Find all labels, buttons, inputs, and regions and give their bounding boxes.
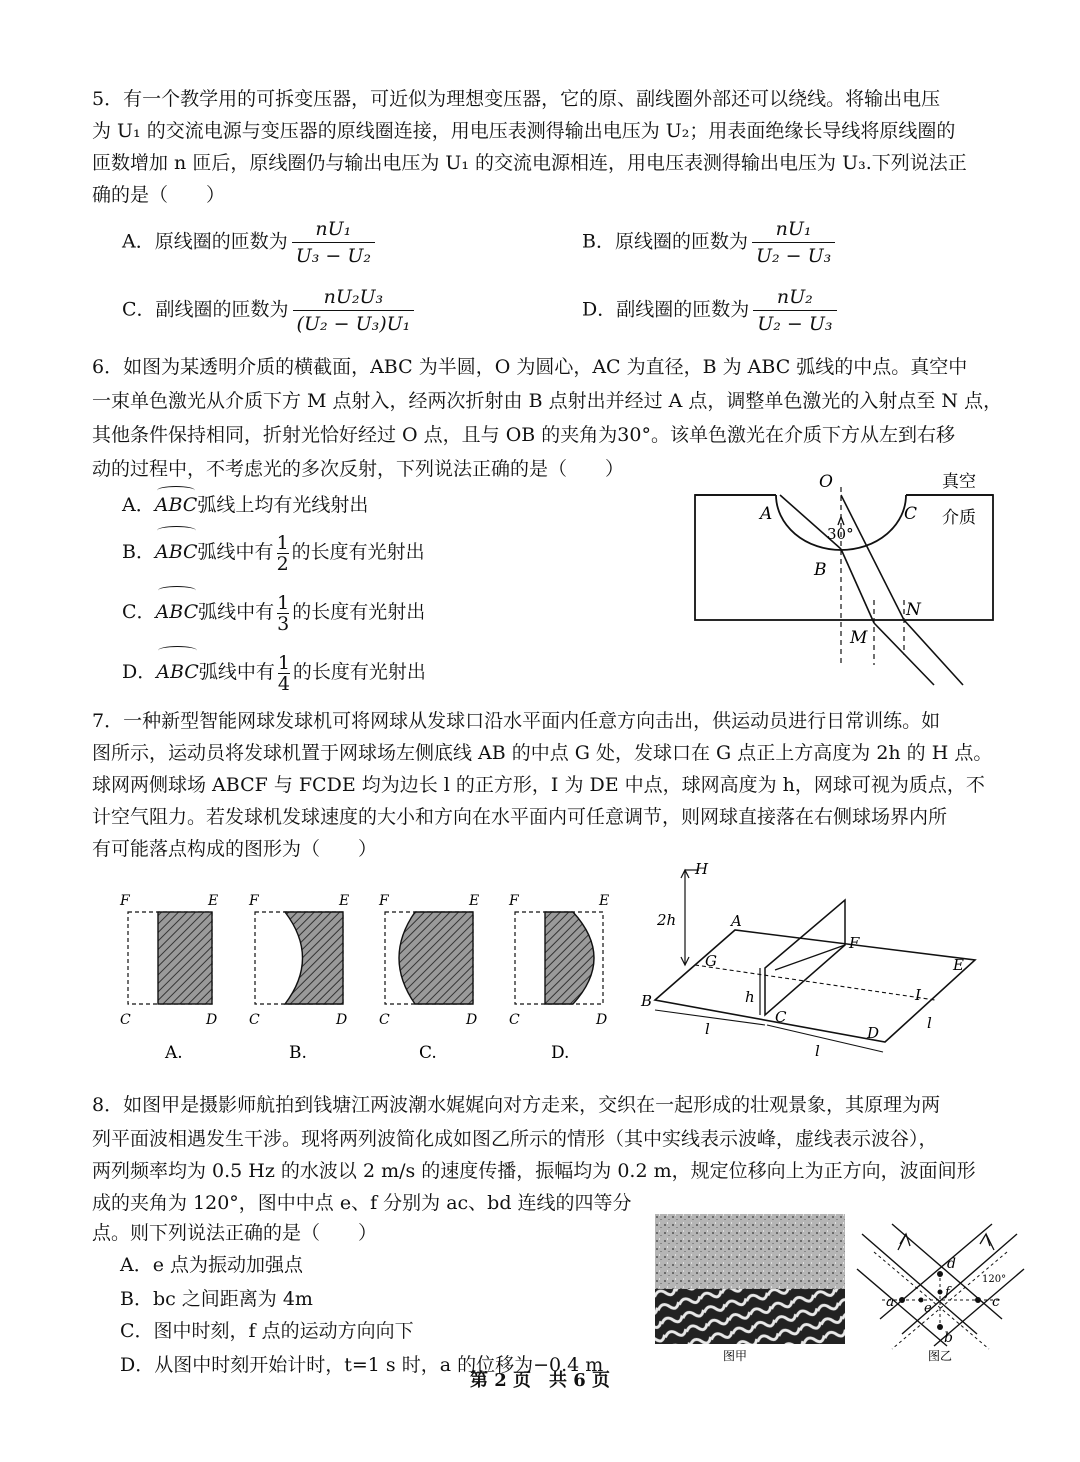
q7-label-2h: 2h [657,911,677,929]
q7-label-f: F [849,934,860,952]
q5-option-a-den: U₃ − U₂ [295,245,371,267]
q5-option-d-fraction [753,284,836,337]
q5-option-d-num: nU₂ [753,284,836,311]
q7-label-i: I [915,986,921,1004]
q7-d-c: C [509,1012,520,1028]
q7-b-d: D [336,1012,348,1028]
q6-label-m: M [850,628,868,648]
q6-option-b-fnum: 1 [276,531,289,554]
q7-label-e: E [953,956,964,974]
q7-line-3: 球网两侧球场 ABCF 与 FCDE 均为边长 l 的正方形，I 为 DE 中点，球网高度为 h，网球可视为质点，不 [92,774,985,796]
q8-line-1: 8．如图甲是摄影师航拍到钱塘江两波潮水娓娓向对方走来，交织在一起形成的壮观景象，其原理为两 [92,1094,941,1116]
q7-c-e: E [469,893,480,909]
q5-option-a-fraction [292,216,375,269]
q7-label-b: B [641,992,653,1010]
q5-option-c-num: nU₂U₃ [293,284,415,311]
q5-option-d [582,284,837,337]
q8-label-b: b [944,1330,953,1346]
q5-option-c-fraction [293,284,415,337]
q7-choice-c-label: C. [419,1043,437,1063]
q5-option-a-label: A．原线圈的匝数为 [122,230,288,253]
q6-option-d [122,650,426,694]
q7-a-d: D [206,1012,218,1028]
q5-option-c-den: (U₂ − U₃)U₁ [296,313,411,335]
q5-option-a-num: nU₁ [292,216,375,243]
q7-d-f: F [509,893,519,909]
q6-line-2: 一束单色激光从介质下方 M 点射入，经两次折射由 B 点射出并经过 A 点，调整单色激光的入射点至 N 点， [92,390,1003,412]
q7-b-c: C [249,1012,260,1028]
q7-c-c: C [379,1012,390,1028]
q8-option-a: A．e 点为振动加强点 [120,1254,304,1276]
q7-label-h: h [745,988,755,1006]
q6-line-1: 6．如图为某透明介质的横截面，ABC 为半圆，O 为圆心，AC 为直径，B 为 ABC 弧线的中点。真空中 [92,356,968,378]
q7-line-5: 有可能落点构成的图形为（ ） [92,838,378,860]
q7-line-4: 计空气阻力。若发球机发球速度的大小和方向在水平面内可任意调节，则网球直接落在右侧球场界内所 [92,806,948,828]
q6-line-4: 动的过程中，不考虑光的多次反射，下列说法正确的是（ ） [92,458,625,480]
q7-choice-a-label: A. [165,1043,183,1063]
q5-line-3: 匝数增加 n 匝后，原线圈仍与输出电压为 U₁ 的交流电源相连，用电压表测得输出电压为 U₃.下列说法正 [92,152,967,174]
q6-option-d-prefix: D． [122,661,157,683]
q6-option-c-prefix: C． [122,601,156,623]
q7-a-f: F [120,893,130,909]
q6-option-a [122,490,368,520]
q7-choice-figures [115,890,625,1070]
q5-option-b-num: nU₁ [752,216,835,243]
q6-line-3: 其他条件保持相同，折射光恰好经过 O 点，且与 OB 的夹角为30°。该单色激光在介质下方从左到右移 [92,424,955,446]
q6-option-c-fnum: 1 [277,591,290,614]
q7-label-a: A [731,912,742,930]
q8-fig-jia-label: 图甲 [723,1349,748,1363]
q6-option-c-fraction [277,593,289,634]
q6-option-d-text-b: 的长度有光射出 [292,661,426,683]
q5-line-4: 确的是（ ） [92,184,226,206]
q8-line-3: 两列频率均为 0.5 Hz 的水波以 2 m/s 的速度传播，振幅均为 0.2 m，规定位移向上为正方向，波面间形 [92,1160,976,1182]
q7-label-l1: l [705,1020,710,1038]
q7-choice-b-label: B. [289,1043,307,1063]
q5-option-b-label: B．原线圈的匝数为 [582,230,748,253]
q6-option-d-fraction [278,653,290,694]
q5-option-c [122,284,414,337]
q7-c-f: F [379,893,389,909]
q6-option-d-fden: 4 [277,672,290,695]
q6-option-c-arc: ABC [156,590,199,634]
q5-option-a [122,216,375,269]
q7-line-1: 7．一种新型智能网球发球机可将网球从发球口沿水平面内任意方向击出，供运动员进行日常训练。如 [92,710,941,732]
q5-line-2: 为 U₁ 的交流电源与变压器的原线圈连接，用电压表测得输出电压为 U₂；用表面绝缘长导线将原线圈的 [92,120,956,142]
q6-option-c-text-b: 的长度有光射出 [292,601,426,623]
q8-interference-diagram [852,1214,1032,1364]
q6-label-b: B [814,560,827,580]
q6-option-b [122,530,425,574]
q6-option-a-text: 弧线上均有光线射出 [197,494,369,516]
q8-line-5: 点。则下列说法正确的是（ ） [92,1222,378,1244]
q7-label-d: D [867,1024,880,1042]
q7-court-figure [635,860,995,1065]
q6-option-b-prefix: B． [122,541,155,563]
q7-c-d: D [466,1012,478,1028]
q8-label-f: f [945,1285,950,1300]
q6-option-b-fden: 2 [276,552,289,575]
q6-label-angle: 30° [827,525,854,543]
q6-label-n: N [906,600,921,620]
q6-label-c: C [904,504,918,524]
q7-label-g: G [705,952,717,970]
q6-semicircle-figure [688,465,1008,690]
q5-option-b-fraction [752,216,835,269]
q7-line-2: 图所示，运动员将发球机置于网球场左侧底线 AB 的中点 G 处，发球口在 G 点正上方高度为 2h 的 H 点。 [92,742,993,764]
q5-line-1: 5．有一个教学用的可拆变压器，可近似为理想变压器，它的原、副线圈外部还可以绕线。将输出电压 [92,88,941,110]
q7-b-f: F [249,893,259,909]
q8-option-c: C．图中时刻，f 点的运动方向向下 [120,1320,414,1342]
q6-option-c [122,590,425,634]
q7-label-h-top: H [695,860,709,878]
q5-option-c-label: C．副线圈的匝数为 [122,298,289,321]
q5-option-b [582,216,835,269]
page-footer: 第 2 页 共 6 页 [469,1370,611,1391]
q6-option-d-text-a: 弧线中有 [198,661,275,683]
q6-option-b-arc: ABC [155,530,198,574]
q6-option-b-fraction [277,533,289,574]
q6-option-a-prefix: A． [122,494,155,516]
q6-option-b-text-a: 弧线中有 [197,541,274,563]
q7-a-c: C [120,1012,131,1028]
q8-aerial-photo [655,1214,845,1364]
q8-label-e: e [924,1301,932,1316]
q6-option-c-fden: 3 [277,612,290,635]
q7-choice-d-label: D. [551,1043,570,1063]
q8-option-d: D．从图中时刻开始计时，t=1 s 时，a 的位移为−0.4 m [120,1354,604,1376]
q6-option-c-text-a: 弧线中有 [198,601,275,623]
q5-option-d-label: D．副线圈的匝数为 [582,298,750,321]
q8-label-angle: 120° [982,1274,1007,1285]
q6-option-a-arc: ABC [155,490,198,520]
q5-option-d-den: U₂ − U₃ [757,313,833,335]
q8-line-2: 列平面波相遇发生干涉。现将两列波简化成如图乙所示的情形（其中实线表示波峰，虚线表示波谷）， [92,1128,938,1150]
q7-label-l2: l [815,1042,820,1060]
q8-line-4: 成的夹角为 120°，图中中点 e、f 分别为 ac、bd 连线的四等分 [92,1192,632,1214]
q7-b-e: E [339,893,350,909]
q7-label-l3: l [927,1014,932,1032]
q6-label-a: A [760,504,773,524]
q7-d-d: D [596,1012,608,1028]
q7-d-e: E [599,893,610,909]
q8-label-c: c [992,1294,1000,1310]
q7-label-c: C [775,1008,787,1026]
q6-option-d-fnum: 1 [277,651,290,674]
q8-label-d: d [947,1256,956,1272]
q7-a-e: E [208,893,219,909]
q6-option-d-arc: ABC [156,650,199,694]
q8-fig-yi-label: 图乙 [928,1349,953,1363]
q5-option-b-den: U₂ − U₃ [755,245,832,267]
q6-label-vacuum: 真空 [942,472,976,492]
q8-label-a: a [886,1294,895,1310]
q6-label-o: O [819,472,833,492]
q6-option-b-text-b: 的长度有光射出 [291,541,425,563]
q6-label-medium: 介质 [942,508,976,528]
q8-option-b: B．bc 之间距离为 4m [120,1288,313,1310]
